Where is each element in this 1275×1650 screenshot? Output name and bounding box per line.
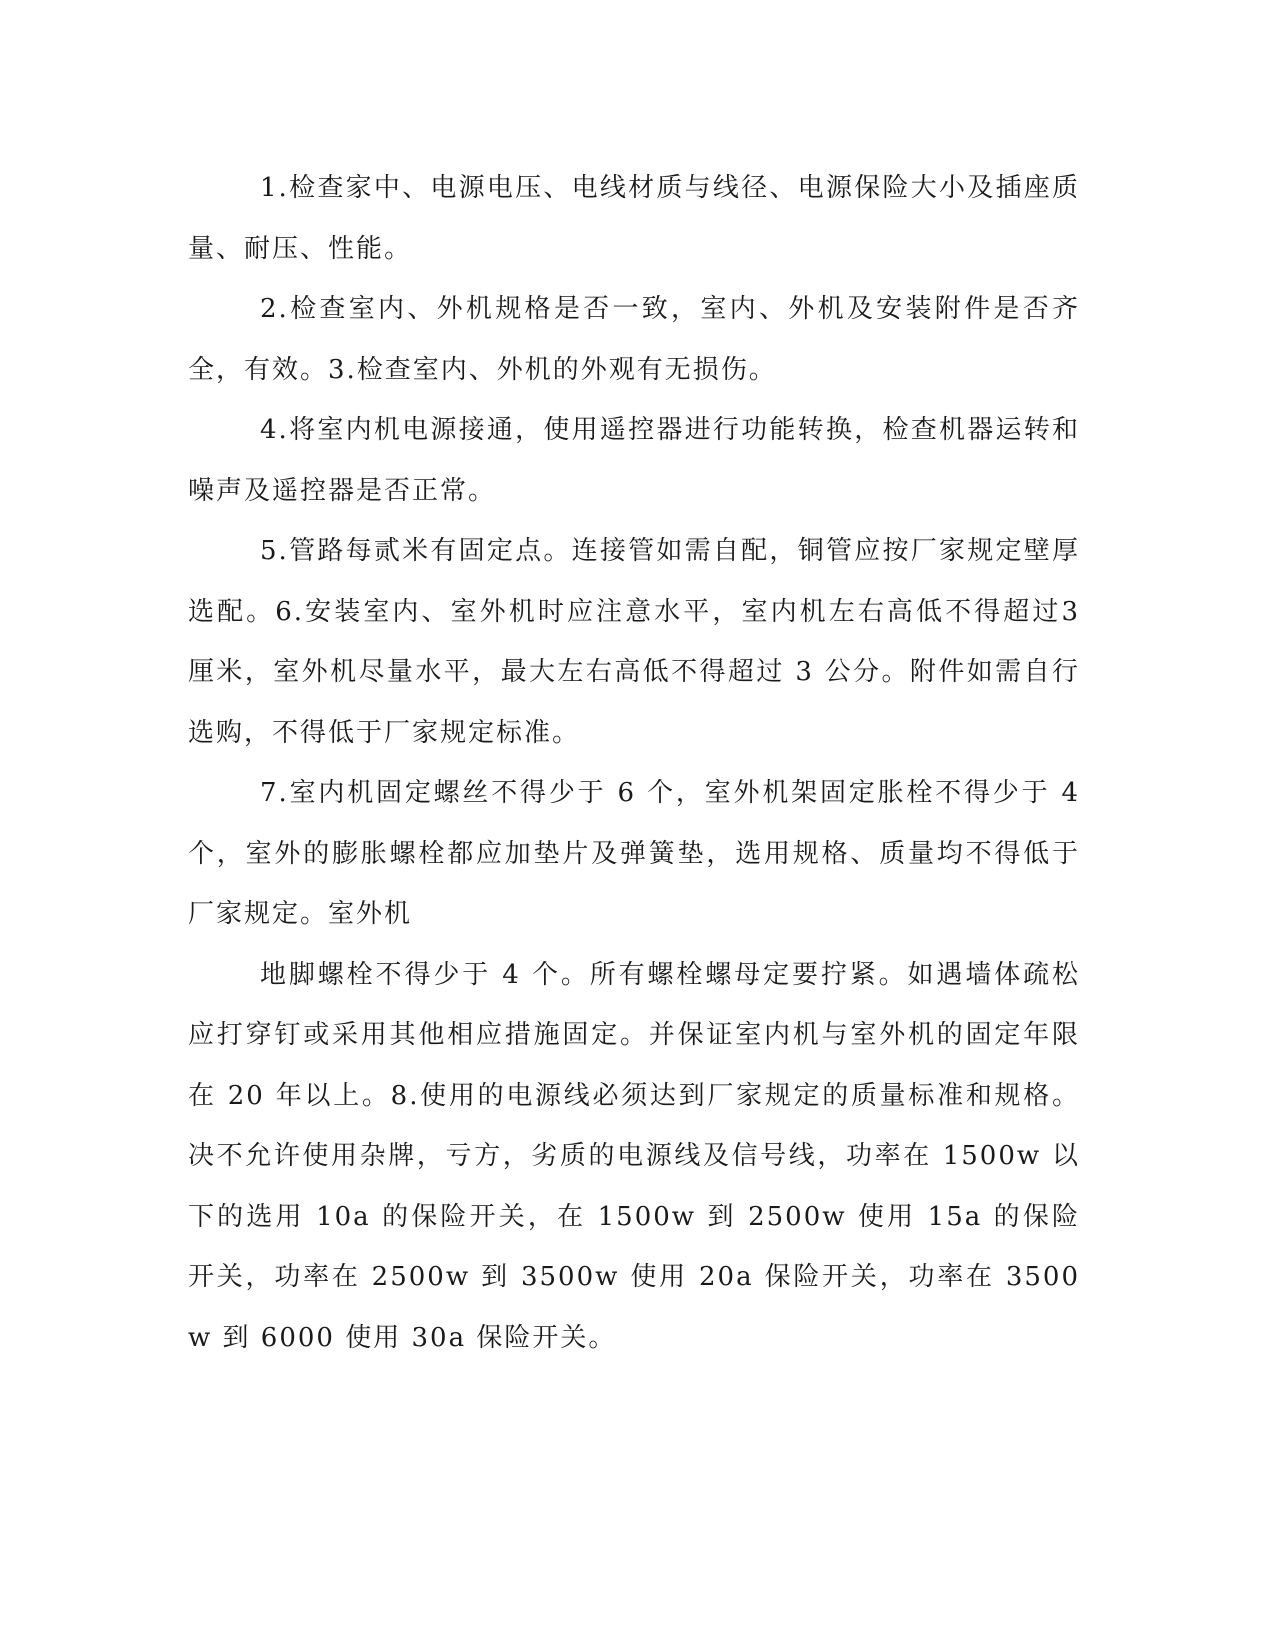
paragraph-5: 7.室内机固定螺丝不得少于 6 个，室外机架固定胀栓不得少于 4 个，室外的膨胀螺栓都应加垫片及弹簧垫，选用规格、质量均不得低于厂家规定。室外机 bbox=[188, 778, 1080, 929]
document-body bbox=[188, 158, 1080, 1368]
paragraph-6: 地脚螺栓不得少于 4 个。所有螺栓螺母定要拧紧。如遇墙体疏松应打穿钉或采用其他相应措施固定。并保证室内机与室外机的固定年限在 20 年以上。8.使用的电源线必须达到厂家规定的质量标准和规格。决不允许使用杂牌，亏方，劣质的电源线及信号线，功率在 1500w 以下的选用 10a 的保险开关，在 1500w 到 2500w 使用 15a 的保险开关，功率在 2500w 到 3500w 使用 20a 保险开关，功率在 3500w 到 6000 使用 30a 保险开关。 bbox=[188, 959, 1080, 1353]
paragraph-1: 1.检查家中、电源电压、电线材质与线径、电源保险大小及插座质量、耐压、性能。 bbox=[188, 173, 1080, 264]
paragraph-2: 2.检查室内、外机规格是否一致，室内、外机及安装附件是否齐全，有效。3.检查室内、外机的外观有无损伤。 bbox=[188, 294, 1080, 385]
paragraph-4: 5.管路每贰米有固定点。连接管如需自配，铜管应按厂家规定壁厚选配。6.安装室内、室外机时应注意水平，室内机左右高低不得超过3 厘米，室外机尽量水平，最大左右高低不得超过 3 公分。附件如需自行选购，不得低于厂家规定标准。 bbox=[188, 536, 1080, 748]
paragraph-3: 4.将室内机电源接通，使用遥控器进行功能转换，检查机器运转和噪声及遥控器是否正常。 bbox=[188, 415, 1080, 506]
